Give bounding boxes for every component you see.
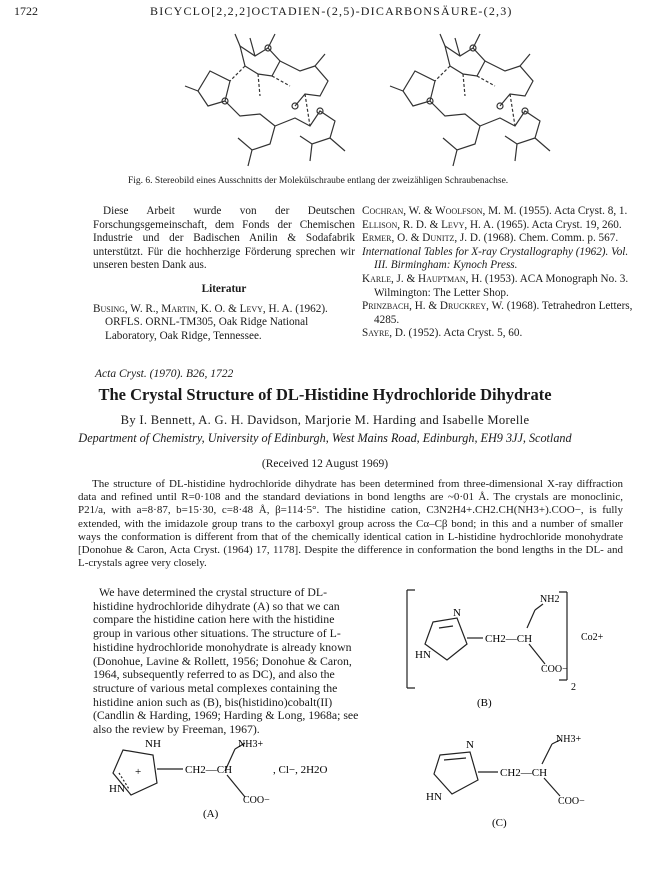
reference-authors: Karle, J. & Hauptman, H. xyxy=(362,272,483,285)
reference-text: (1955). Acta Cryst. 8, 1. xyxy=(519,205,628,217)
article-affiliation: Department of Chemistry, University of Edinburgh, West Mains Road, Edinburgh, EH9 3JJ, Scotland xyxy=(78,431,572,445)
reference-item xyxy=(93,303,355,344)
reference-item xyxy=(362,219,642,233)
reference-authors: Prinzbach, H. & Druckrey, W. xyxy=(362,300,504,313)
reference-text: (1965). Acta Cryst. 19, 260. xyxy=(496,218,622,231)
group-label: COO− xyxy=(558,796,585,807)
page-number: 1722 xyxy=(14,4,38,18)
group-label: NH2 xyxy=(540,594,560,605)
reference-text: (1953). ACA Monograph No. 3. Wilmington: The Letter Shop. xyxy=(374,272,629,299)
group-label: NH3+ xyxy=(556,734,582,745)
literatur-heading: Literatur xyxy=(201,282,247,295)
reference-text: ORFLS. ORNL-TM305, Oak Ridge National Laboratory, Oak Ridge, Tennessee. xyxy=(105,316,309,342)
reference-list-right xyxy=(362,205,642,341)
structure-c xyxy=(420,730,640,830)
stereo-left-image xyxy=(185,34,345,166)
atom-label: HN xyxy=(415,649,431,661)
reference-text: (1968). Tetrahedron Letters, 4285. xyxy=(374,300,633,326)
structure-a xyxy=(95,735,365,820)
reference-text: International Tables for X-ray Crystallography (1962). Vol. III. Birmingham: Kynoch Press. xyxy=(362,245,629,272)
reference-authors: Sayre, D. xyxy=(362,327,406,340)
group-label: NH3+ xyxy=(238,739,264,750)
stereo-molecule-figure xyxy=(180,26,580,171)
atom-label: NH xyxy=(145,738,161,750)
running-title: BICYCLO[2,2,2]OCTADIEN-(2,5)-DICARBONSÄURE-(2,3) xyxy=(150,4,513,18)
group-label: CH2—CH xyxy=(185,764,233,776)
reference-year: (1962). xyxy=(295,302,328,315)
body-paragraph: We have determined the crystal structure of DL-histidine hydrochloride dihydrate (A) so that we can compare the histidine cation here with the histidine group in various other situations. The structure of L-histidine hydrochloride monohydrate is already known (Donohue, Lavine & Rollett, 1956; Donohue & Caron, 1964, subsequently referred to as DC), and also the structure of various metal complexes containing the histidine anion such as (B), bis(histidino)cobalt(II) (Candlin & Harding, 1969; Harding & Long, 1968a; see also the review by Freeman, 1967). xyxy=(93,585,359,737)
charge-label: + xyxy=(135,766,142,778)
structure-label: (C) xyxy=(492,817,507,829)
reference-item xyxy=(362,273,642,300)
reference-item xyxy=(362,300,642,327)
atom-label: HN xyxy=(426,791,442,803)
atom-label: N xyxy=(453,607,461,619)
reference-item xyxy=(362,205,642,219)
salt-label: , Cl−, 2H2O xyxy=(273,764,328,776)
article-authors: By I. Bennett, A. G. H. Davidson, Marjorie M. Harding and Isabelle Morelle xyxy=(120,413,530,427)
group-label: COO− xyxy=(243,795,270,806)
acknowledgement: Diese Arbeit wurde von der Deutschen Forschungsgemeinschaft, dem Fonds der Chemischen Industrie und der Badischen Anilin & Sodafabrik unterstützt. Für die hochherzige Förderung sprechen wir unseren besten Dank aus. xyxy=(93,205,355,272)
reference-text: (1952). Acta Cryst. 5, 60. xyxy=(408,327,523,340)
reference-text: (1968). Chem. Comm. p. 567. xyxy=(483,232,619,245)
group-label: COO− xyxy=(541,664,568,675)
article-citation: Acta Cryst. (1970). B26, 1722 xyxy=(95,368,234,380)
group-label: CH2—CH xyxy=(485,633,533,645)
left-column xyxy=(93,205,355,343)
atom-label: HN xyxy=(109,783,125,795)
reference-authors: Cochran, W. & Woolfson, M. M. xyxy=(362,205,517,217)
structure-label: (A) xyxy=(203,808,219,820)
reference-authors: Ermer, O. & Dunitz, J. D. xyxy=(362,232,481,245)
group-label: CH2—CH xyxy=(500,767,548,779)
figure-caption: Fig. 6. Stereobild eines Ausschnitts der Molekülschraube entlang der zweizähligen Schraubenachse. xyxy=(128,176,509,186)
reference-item xyxy=(362,246,642,273)
reference-list-left xyxy=(93,303,355,344)
reference-item xyxy=(362,327,642,341)
received-date: (Received 12 August 1969) xyxy=(261,458,389,470)
structure-b xyxy=(395,580,645,710)
metal-label: Co2+ xyxy=(581,632,604,643)
reference-authors: Ellison, R. D. & Levy, H. A. xyxy=(362,218,494,231)
subscript-label: 2 xyxy=(571,682,576,693)
atom-label: N xyxy=(466,739,474,751)
stereo-right-image xyxy=(390,34,550,166)
reference-authors: Busing, W. R., Martin, K. O. & Levy, H. A. xyxy=(93,302,293,315)
article-title: The Crystal Structure of DL-Histidine Hydrochloride Dihydrate xyxy=(98,385,552,404)
structure-label: (B) xyxy=(477,697,492,709)
reference-item xyxy=(362,232,642,246)
abstract: The structure of DL-histidine hydrochloride dihydrate has been determined from three-dimensional X-ray diffraction data and refined until R=0·108 and the standard deviations in bond lengths are ~0·01 Å. The crystals are monoclinic, P21/a, with a=8·87, b=15·30, c=8·48 Å, β=114·5°. The histidine cation, C3N2H4+.CH2.CH(NH3+).COO−, is fully extended, with the imidazole group trans to the carboxyl group across the Cα–Cβ bond; in this and a number of smaller ways the conformation is different from that of the chemically identical cation in L-histidine hydrochloride monohydrate [Donohue & Caron, Acta Cryst. (1964) 17, 1178]. Despite the difference in conformation the bond lengths in the DL- and L-crystals agree very closely. xyxy=(78,478,623,570)
